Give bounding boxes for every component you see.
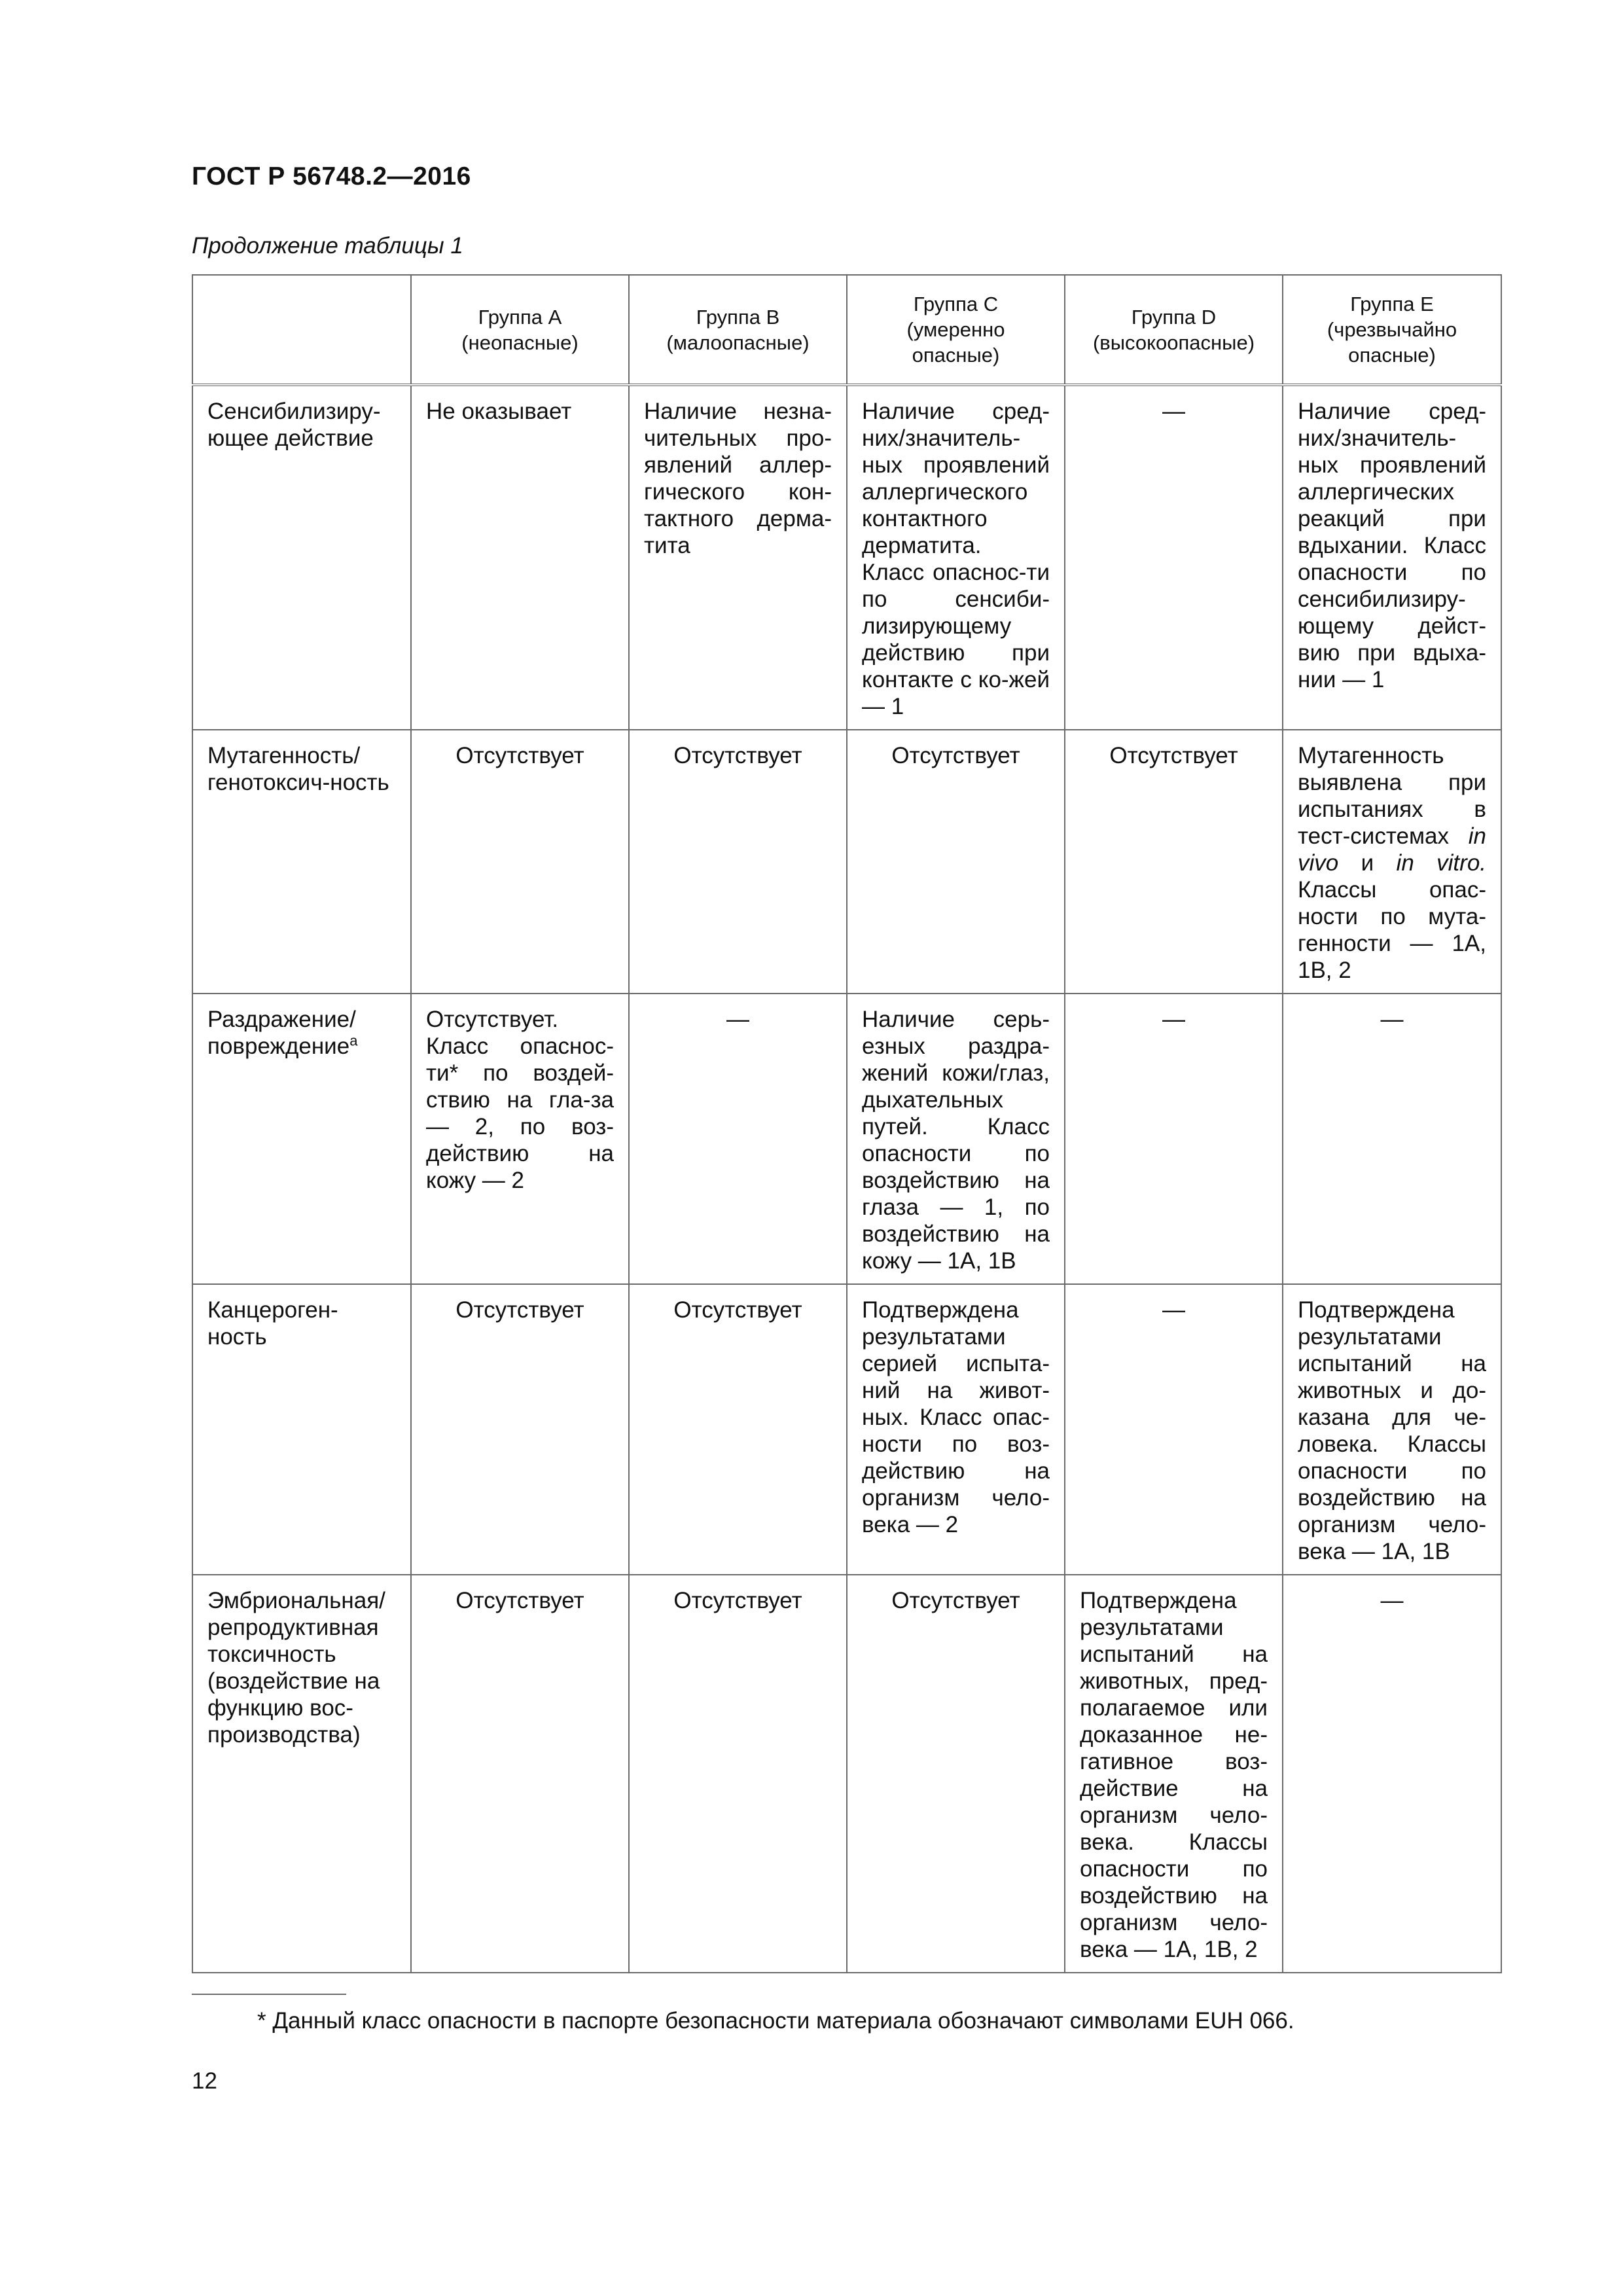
row-label-text: Раздражение/ повреждение <box>207 1007 356 1059</box>
table-cell: Отсутствует <box>629 1575 847 1973</box>
table-cell: Отсутствует <box>411 1575 629 1973</box>
cell-text-italic: in vitro. <box>1396 850 1487 876</box>
table-row <box>192 385 1501 730</box>
table-cell: Отсутствует <box>847 730 1065 994</box>
cell-text-part: Мутагенность выявлена при испытаниях в тест-системах <box>1298 743 1486 849</box>
row-label-reproductive-toxicity: Эмбриональная/ репродуктивная токсичность (воздействие на функцию вос-производства) <box>192 1575 411 1973</box>
table-header-row <box>192 275 1501 385</box>
table-cell: Отсутствует <box>411 1284 629 1575</box>
header-group-e: Группа Е (чрезвычайно опасные) <box>1283 275 1501 385</box>
row-label-sensitizing: Сенсибилизиру-ющее действие <box>192 385 411 730</box>
header-cell-blank <box>192 275 411 385</box>
table-cell: Наличие сред-них/значитель-ных проявлений аллергического контактного дерматита. Класс опаснос-ти по сенсиби-лизирующему действию при контакте с ко-жей — 1 <box>847 385 1065 730</box>
cell-text-part: и <box>1338 850 1397 876</box>
table-row <box>192 730 1501 994</box>
table-row <box>192 1284 1501 1575</box>
document-header: ГОСТ Р 56748.2—2016 <box>192 162 471 190</box>
table-cell: Наличие сред-них/значитель-ных проявлений аллергических реакций при вдыхании. Класс опасности по сенсибилизиру-ющему дейст-вию при вдыха-нии — 1 <box>1283 385 1501 730</box>
table-cell: Отсутствует <box>629 730 847 994</box>
table-cell: Подтверждена результатами испытаний на животных и до-казана для че-ловека. Классы опасности по воздействию на организм чело-века — 1A, 1B <box>1283 1284 1501 1575</box>
cell-text-italic: in vivo <box>1298 823 1486 876</box>
table-cell: Наличие серь-езных раздра-жений кожи/глаз, дыхательных путей. Класс опасности по воздействию на глаза — 1, по воздействию на кожу — 1A, 1B <box>847 994 1065 1284</box>
table-caption: Продолжение таблицы 1 <box>192 233 463 259</box>
header-group-c: Группа С (умеренно опасные) <box>847 275 1065 385</box>
table-cell: Наличие незна-чительных про-явлений аллер-гического кон-тактного дерма-тита <box>629 385 847 730</box>
footnote: * Данный класс опасности в паспорте безопасности материала обозначают символами EUH 066. <box>257 2008 1294 2034</box>
table-cell: Подтверждена результатами испытаний на животных, пред-полагаемое или доказанное не-гативное воз-действие на организм чело-века. Классы опасности по воздействию на организм чело-века — 1A, 1B, 2 <box>1065 1575 1283 1973</box>
table-row <box>192 994 1501 1284</box>
table-cell: — <box>1065 1284 1283 1575</box>
table-cell: — <box>1283 1575 1501 1973</box>
table-cell: — <box>1065 994 1283 1284</box>
row-label-irritation <box>192 994 411 1284</box>
table-cell: — <box>1283 994 1501 1284</box>
table-cell: — <box>1065 385 1283 730</box>
header-group-a: Группа А (неопасные) <box>411 275 629 385</box>
page-number: 12 <box>192 2068 217 2094</box>
table-cell: Отсутствует. Класс опаснос-ти* по воздей-ствию на гла-за — 2, по воз-действию на кожу — 2 <box>411 994 629 1284</box>
footnote-divider <box>192 1994 346 1995</box>
table-cell: Отсутствует <box>411 730 629 994</box>
footnote-marker: а <box>349 1032 358 1049</box>
table-cell: Не оказывает <box>411 385 629 730</box>
table-row <box>192 1575 1501 1973</box>
table-cell <box>1283 730 1501 994</box>
table-cell: Отсутствует <box>1065 730 1283 994</box>
row-label-carcinogenicity: Канцероген-ность <box>192 1284 411 1575</box>
row-label-mutagenicity: Мутагенность/ генотоксич-ность <box>192 730 411 994</box>
table-cell: Подтверждена результатами серией испыта-ний на живот-ных. Класс опас-ности по воз-действию на организм чело-века — 2 <box>847 1284 1065 1575</box>
header-group-d: Группа D (высокоопасные) <box>1065 275 1283 385</box>
table-cell: Отсутствует <box>629 1284 847 1575</box>
table-cell: — <box>629 994 847 1284</box>
cell-text-part: Классы опас-ности по мута-генности — 1A, 1B, 2 <box>1298 877 1486 983</box>
table-cell: Отсутствует <box>847 1575 1065 1973</box>
header-group-b: Группа В (малоопасные) <box>629 275 847 385</box>
hazard-classification-table <box>192 274 1502 1973</box>
